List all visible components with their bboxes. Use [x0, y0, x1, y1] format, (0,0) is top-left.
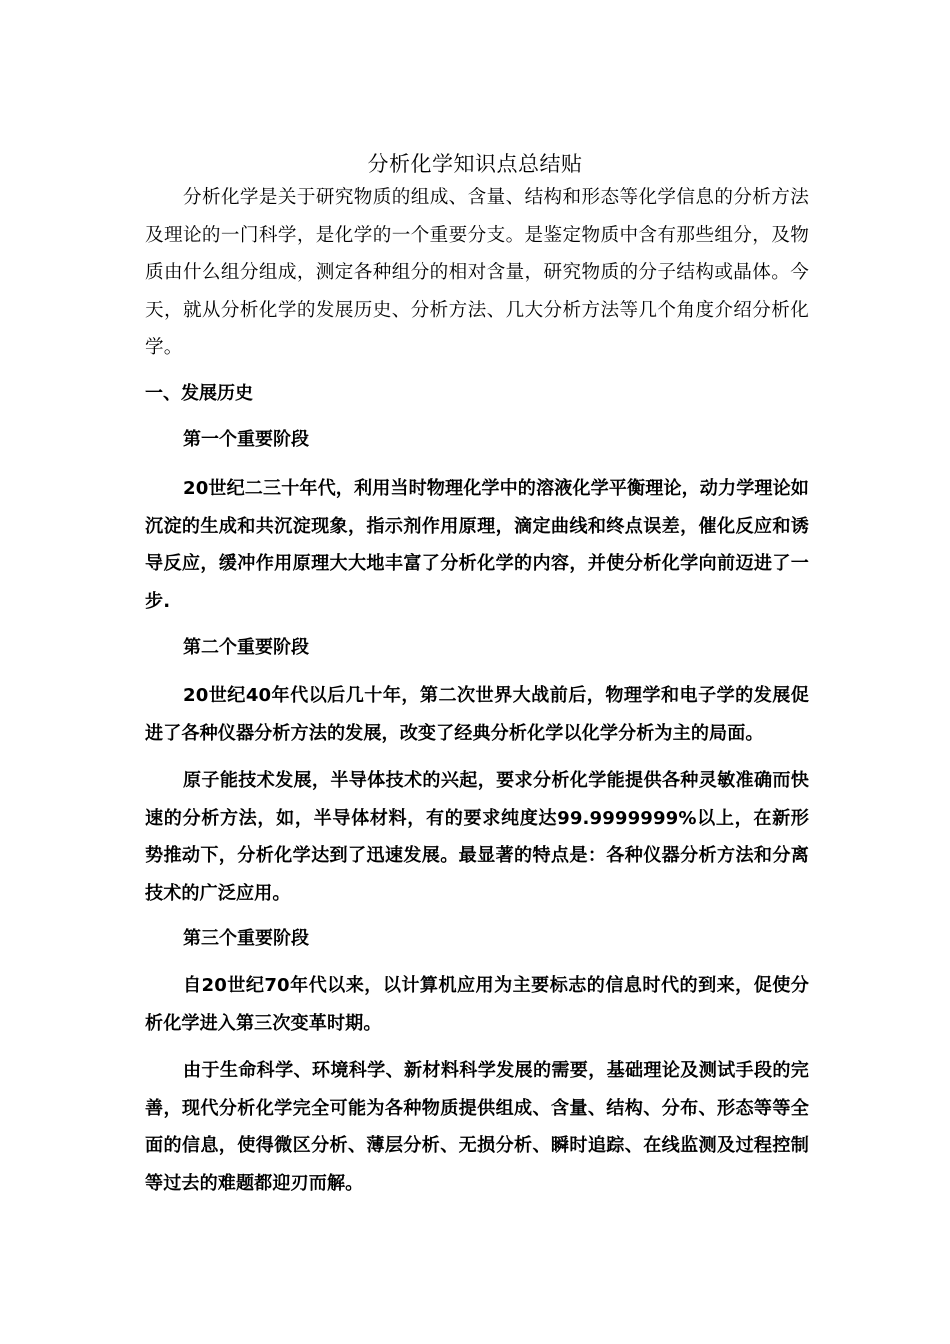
document-title: 分析化学知识点总结贴	[367, 152, 583, 177]
stage-2-heading: 第二个重要阶段	[183, 637, 309, 658]
stage-3-paragraph-2: 由于生命科学、环境科学、新材料科学发展的需要，基础理论及测试手段的完善，现代分析化学完全可能为各种物质提供组成、含量、结构、分布、形态等等全面的信息，使得微区分析、薄层分析、无损分析、瞬时追踪、在线监测及过程控制等过去的难题都迎刃而解。	[145, 1060, 809, 1194]
stage-3-paragraph-1: 自20世纪70年代以来，以计算机应用为主要标志的信息时代的到来，促使分析化学进入第三次变革时期。	[145, 975, 809, 1034]
stage-1-paragraph: 20世纪二三十年代，利用当时物理化学中的溶液化学平衡理论，动力学理论如沉淀的生成和共沉淀现象，指示剂作用原理，滴定曲线和终点误差，催化反应和诱导反应，缓冲作用原理大大地丰富了分析化学的内容，并使分析化学向前迈进了一步.	[145, 478, 809, 612]
stage-2-paragraph-1: 20世纪40年代以后几十年，第二次世界大战前后，物理学和电子学的发展促进了各种仪器分析方法的发展，改变了经典分析化学以化学分析为主的局面。	[145, 685, 809, 744]
intro-paragraph: 分析化学是关于研究物质的组成、含量、结构和形态等化学信息的分析方法及理论的一门科学，是化学的一个重要分支。是鉴定物质中含有那些组分，及物质由什么组分组成，测定各种组分的相对含量，研究物质的分子结构或晶体。今天，就从分析化学的发展历史、分析方法、几大分析方法等几个角度介绍分析化学。	[145, 187, 809, 359]
stage-3-heading: 第三个重要阶段	[183, 928, 309, 949]
section-heading-history: 一、发展历史	[145, 383, 253, 404]
stage-2-paragraph-2: 原子能技术发展，半导体技术的兴起，要求分析化学能提供各种灵敏准确而快速的分析方法，如，半导体材料，有的要求纯度达99.9999999%以上，在新形势推动下，分析化学达到了迅速发展。最显著的特点是：各种仪器分析方法和分离技术的广泛应用。	[145, 770, 809, 904]
stage-1-heading: 第一个重要阶段	[183, 429, 309, 450]
